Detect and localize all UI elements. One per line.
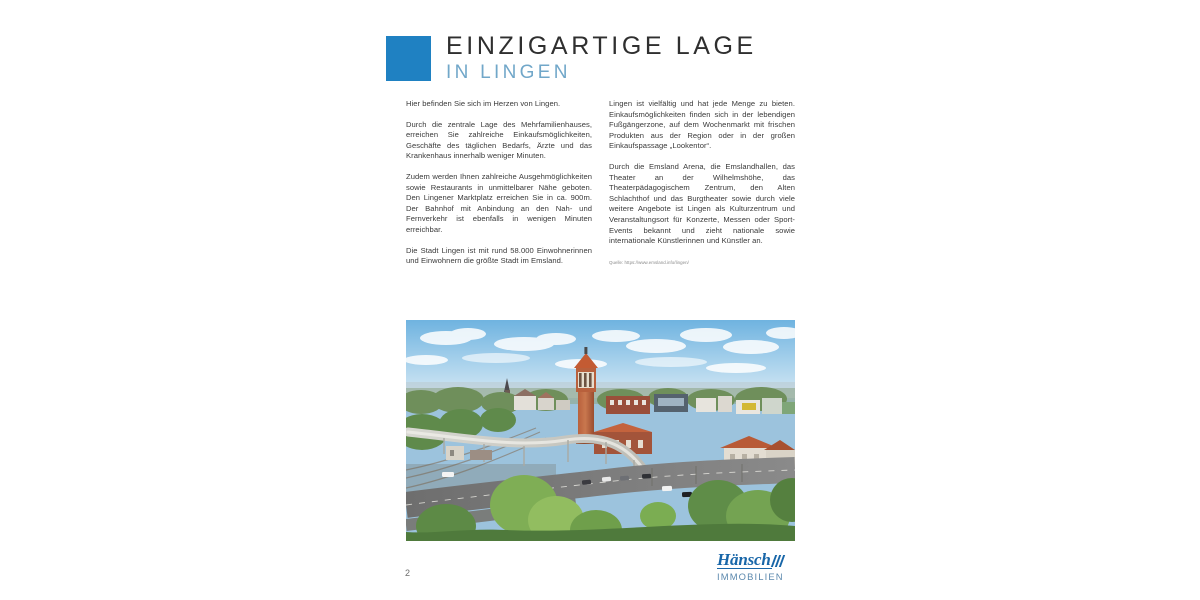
lingen-aerial-photo — [406, 320, 795, 541]
right-text-column — [609, 99, 795, 267]
logo-name: Hänsch — [717, 550, 771, 569]
page-number: 2 — [405, 568, 411, 578]
company-logo — [717, 551, 795, 582]
paragraph: Zudem werden Ihnen zahlreiche Ausgehmöglichkeiten sowie Restaurants in unmittelbarer Nähe geboten. Den Lingener Marktplatz erreichen Sie in ca. 900m. Der Bahnhof mit Anbindung an den Nah- und Fernverkehr ist ebenfalls in wenigen Minuten erreichbar. — [406, 171, 592, 234]
left-text-column — [406, 99, 592, 267]
page-header — [386, 33, 757, 84]
logo-wordmark-row — [717, 551, 795, 569]
page-subtitle: IN LINGEN — [446, 62, 571, 83]
logo-slashes-icon — [773, 554, 786, 567]
page-title: EINZIGARTIGE LAGE — [446, 32, 757, 60]
header-text-block — [446, 33, 757, 84]
paragraph: Lingen ist vielfältig und hat jede Menge zu bieten. Einkaufsmöglichkeiten finden sich in der lebendigen Fußgängerzone, auf dem Wochenmarkt mit frischen Produkten aus der Region oder in der großen Einkaufspassage „Lookentor“. — [609, 99, 795, 151]
source-citation: Quelle: https://www.emsland.info/lingen/ — [609, 259, 689, 265]
blue-square-icon — [386, 36, 431, 81]
body-columns — [406, 99, 795, 267]
paragraph: Durch die zentrale Lage des Mehrfamilienhauses, erreichen Sie zahlreiche Einkaufsmöglichkeiten, Geschäfte des täglichen Bedarfs, Ärzte und das Krankenhaus innerhalb weniger Minuten. — [406, 119, 592, 161]
paragraph: Durch die Emsland Arena, die Emslandhallen, das Theater an der Wilhelmshöhe, das Theaterpädagogischem Zentrum, den Alten Schlachthof und das Burgtheater sowie durch viele weitere Angebote ist Lingen als Kulturzentrum und Veranstaltungsort für Konzerte, Messen oder Sport-Events bekannt und zieht nationale sowie internationale Künstlerinnen und Künstler an. — [609, 161, 795, 246]
paragraph: Hier befinden Sie sich im Herzen von Lingen. — [406, 99, 561, 108]
paragraph: Die Stadt Lingen ist mit rund 58.000 Einwohnerinnen und Einwohnern die größte Stadt im Emsland. — [406, 245, 592, 266]
logo-subtitle: IMMOBILIEN — [717, 571, 784, 582]
